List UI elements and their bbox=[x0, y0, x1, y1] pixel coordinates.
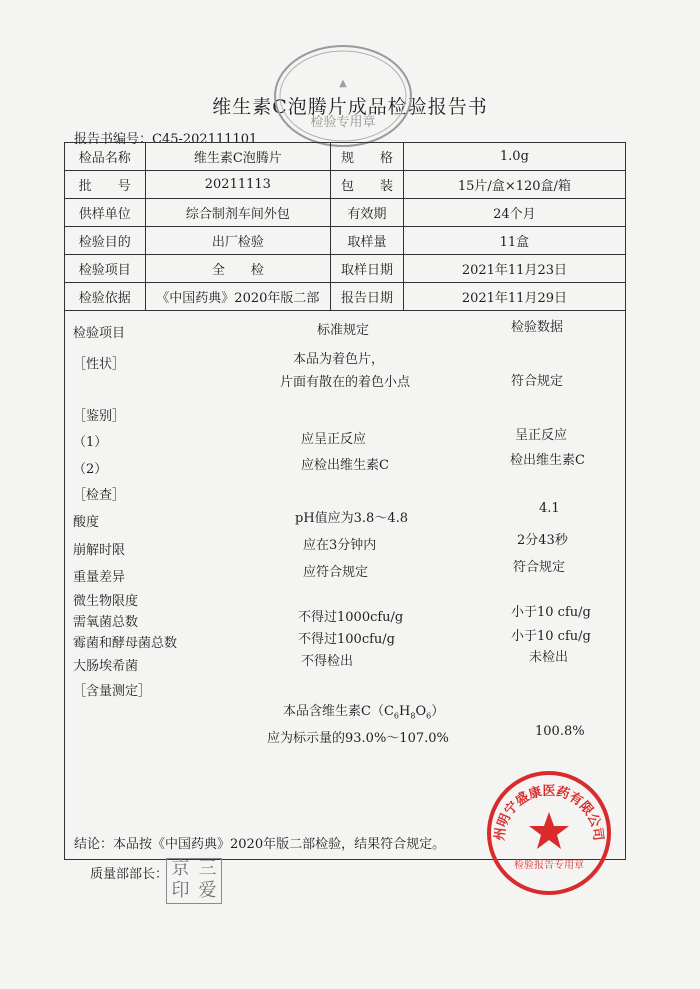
info-row bbox=[65, 171, 625, 199]
info-value: 综合制剂车间外包 bbox=[145, 199, 331, 227]
info-value: 出厂检验 bbox=[145, 227, 331, 255]
info-value: 2021年11月29日 bbox=[403, 283, 625, 311]
conclusion: 结论：本品按《中国药典》2020年版二部检验，结果符合规定。 bbox=[74, 837, 446, 852]
gray-seal-text: 检验专用章 bbox=[310, 115, 376, 130]
inspection-seal bbox=[268, 40, 418, 152]
page-title: 维生素C泡腾片成品检验报告书 bbox=[212, 96, 488, 118]
report-frame bbox=[64, 142, 626, 860]
acidity-label: 酸度 bbox=[73, 515, 100, 530]
report-number: 报告书编号：C45-202111101 bbox=[74, 132, 258, 147]
info-value: 全 检 bbox=[145, 255, 331, 283]
section-identification: ［鉴别］ bbox=[73, 409, 126, 424]
ident-1-standard: 应呈正反应 bbox=[301, 432, 367, 447]
info-value: 维生素C泡腾片 bbox=[145, 143, 331, 171]
signature-char: 爱 bbox=[198, 880, 217, 901]
disintegration-result: 2分43秒 bbox=[517, 533, 568, 548]
mold-result: 小于10 cfu/g bbox=[511, 629, 591, 644]
acidity-result: 4.1 bbox=[539, 501, 560, 516]
ident-1-result: 呈正反应 bbox=[515, 428, 568, 443]
info-value: 1.0g bbox=[403, 143, 625, 171]
aerobic-standard: 不得过1000cfu/g bbox=[298, 610, 404, 625]
appearance-standard-1: 本品为着色片， bbox=[293, 352, 385, 367]
info-label: 检验依据 bbox=[65, 283, 145, 311]
mold-label: 霉菌和酵母菌总数 bbox=[73, 636, 178, 651]
info-value: 11盒 bbox=[403, 227, 625, 255]
info-row bbox=[65, 255, 625, 283]
ident-1-label: （1） bbox=[73, 435, 108, 450]
info-row bbox=[65, 143, 625, 171]
info-value: 《中国药典》2020年版二部 bbox=[145, 283, 331, 311]
qa-head-label: 质量部部长： bbox=[90, 867, 169, 882]
info-row bbox=[65, 199, 625, 227]
info-table bbox=[65, 143, 625, 311]
appearance-result: 符合规定 bbox=[511, 374, 564, 389]
info-row bbox=[65, 283, 625, 311]
company-seal bbox=[484, 768, 614, 898]
section-assay: ［含量测定］ bbox=[73, 684, 152, 699]
info-label: 批 号 bbox=[65, 171, 145, 199]
info-label: 检验项目 bbox=[65, 255, 145, 283]
mold-standard: 不得过100cfu/g bbox=[298, 632, 395, 647]
ident-2-standard: 应检出维生素C bbox=[301, 458, 389, 473]
appearance-standard-2: 片面有散在的着色小点 bbox=[280, 375, 411, 390]
ecoli-label: 大肠埃希菌 bbox=[73, 659, 139, 674]
weight-label: 重量差异 bbox=[73, 570, 126, 585]
assay-standard-1: 本品含维生素$C(C_6H_8O_6)$ bbox=[283, 704, 445, 721]
disintegration-standard: 应在3分钟内 bbox=[303, 538, 377, 553]
aerobic-result: 小于10 cfu/g bbox=[511, 605, 591, 620]
info-label: 检品名称 bbox=[65, 143, 145, 171]
ident-2-label: （2） bbox=[73, 462, 108, 477]
svg-text:▲: ▲ bbox=[339, 78, 347, 89]
signature-stamp bbox=[166, 858, 222, 904]
signature-char: 京 bbox=[171, 858, 190, 879]
info-value: 20211113 bbox=[145, 171, 331, 199]
assay-standard-2: 应为标示量的93.0%～107.0% bbox=[267, 731, 449, 746]
info-label: 规 格 bbox=[331, 143, 404, 171]
info-label: 包 装 bbox=[331, 171, 404, 199]
seal-bottom-text: 检验报告专用章 bbox=[514, 860, 584, 871]
info-label: 供样单位 bbox=[65, 199, 145, 227]
info-label: 检验目的 bbox=[65, 227, 145, 255]
info-value: 15片/盒×120盒/箱 bbox=[403, 171, 625, 199]
info-label: 取样日期 bbox=[331, 255, 404, 283]
col-header-item: 检验项目 bbox=[73, 326, 126, 341]
info-row bbox=[65, 227, 625, 255]
weight-standard: 应符合规定 bbox=[303, 565, 369, 580]
ecoli-standard: 不得检出 bbox=[301, 654, 354, 669]
info-value: 24个月 bbox=[403, 199, 625, 227]
acidity-standard: pH值应为3.8～4.8 bbox=[295, 511, 409, 526]
aerobic-label: 需氧菌总数 bbox=[73, 615, 139, 630]
disintegration-label: 崩解时限 bbox=[73, 543, 126, 558]
microbial-label: 微生物限度 bbox=[73, 594, 139, 609]
col-header-standard: 标准规定 bbox=[317, 323, 370, 338]
signature-char: 三 bbox=[198, 858, 217, 879]
section-tests: ［检查］ bbox=[73, 488, 126, 503]
signature-char: 印 bbox=[171, 880, 190, 901]
col-header-data: 检验数据 bbox=[511, 320, 564, 335]
ident-2-result: 检出维生素C bbox=[510, 453, 585, 468]
seal-company-name: 州明宁盛康医药有限公司 bbox=[492, 784, 606, 842]
info-label: 报告日期 bbox=[331, 283, 404, 311]
info-label: 有效期 bbox=[331, 199, 404, 227]
ecoli-result: 未检出 bbox=[529, 650, 569, 665]
info-label: 取样量 bbox=[331, 227, 404, 255]
weight-result: 符合规定 bbox=[513, 560, 566, 575]
seal-star-icon bbox=[529, 812, 569, 849]
info-value: 2021年11月23日 bbox=[403, 255, 625, 283]
section-appearance: ［性状］ bbox=[73, 357, 126, 372]
assay-result: 100.8% bbox=[535, 724, 585, 739]
